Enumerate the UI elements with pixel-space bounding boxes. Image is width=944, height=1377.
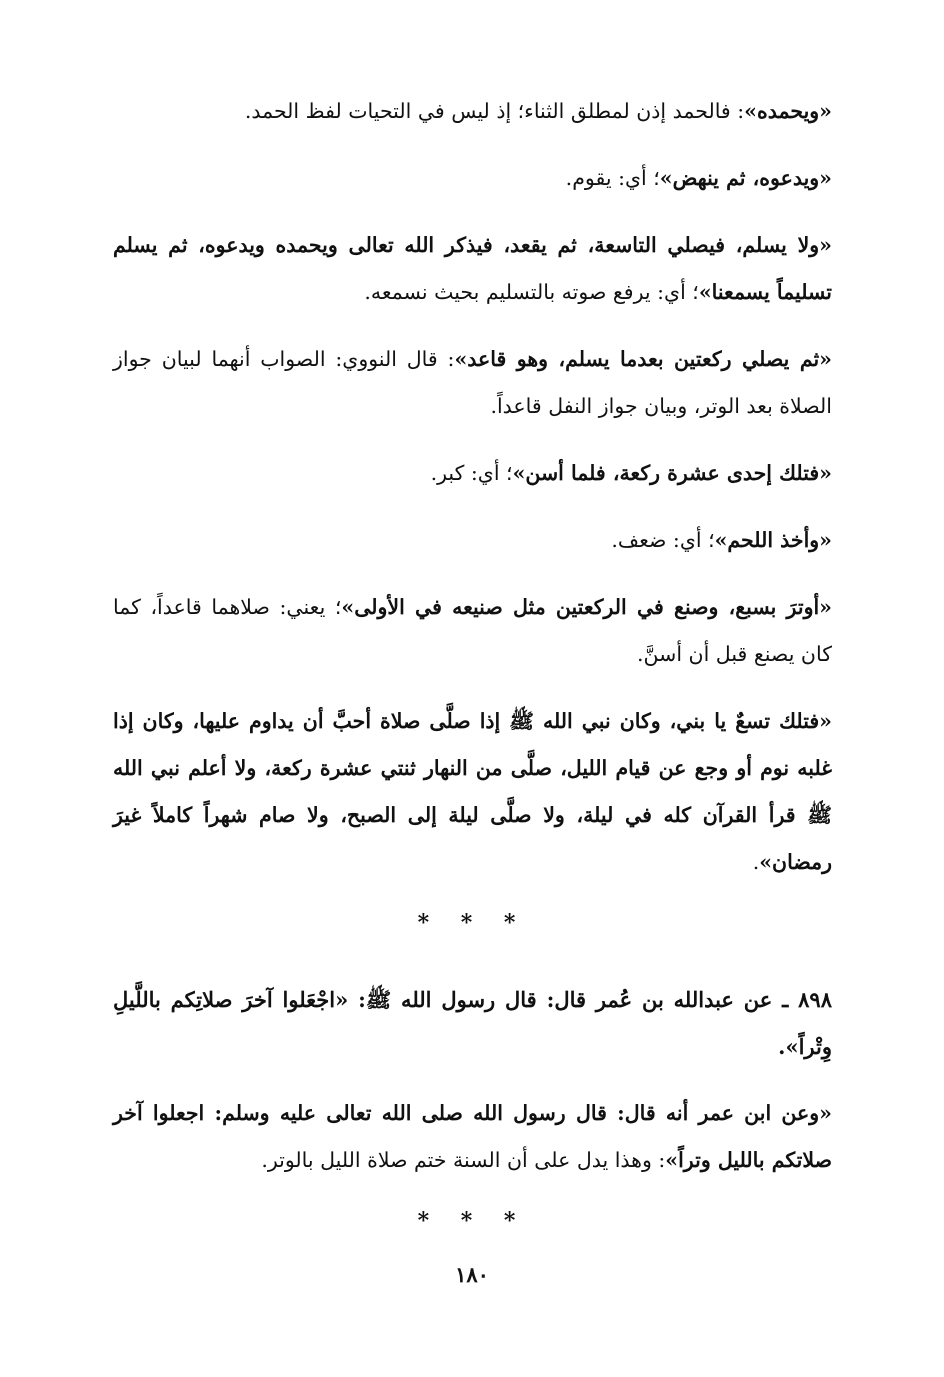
explanation-text: .: [752, 850, 760, 874]
explanation-text: ؛ أي: يقوم.: [565, 166, 660, 190]
quoted-text: «فتلك إحدى عشرة ركعة، فلما أسن»: [512, 461, 832, 485]
commentary-paragraph-1: [113, 88, 832, 135]
commentary-paragraph-4: [113, 336, 832, 430]
commentary-paragraph-3: [113, 222, 832, 316]
quoted-text: «فتلك تسعٌ يا بني، وكان نبي الله ﷺ إذا صلَّى صلاة أحبَّ أن يداوم عليها، وكان إذا غلبه نوم أو وجع عن قيام الليل، صلَّى من النهار ثنتي عشرة ركعة، ولا أعلم نبي الله ﷺ قرأ القرآن كله في ليلة، ولا صلَّى ليلة إلى الصبح، ولا صام شهراً كاملاً غيرَ رمضان»: [113, 709, 832, 874]
commentary-paragraph-8: [113, 698, 832, 886]
explanation-text: ؛ أي: يرفع صوته بالتسليم بحيث نسمعه.: [364, 280, 699, 304]
quoted-text: «وعن ابن عمر أنه قال: قال رسول الله صلى الله تعالى عليه وسلم: اجعلوا آخر صلاتكم بالليل وتراً»: [113, 1101, 832, 1172]
quoted-text: «وأخذ اللحم»: [714, 528, 832, 552]
hadith-commentary: [113, 1090, 832, 1184]
quoted-text: «ويدعوه، ثم ينهض»: [659, 166, 832, 190]
quoted-text: «ولا يسلم، فيصلي التاسعة، ثم يقعد، فيذكر الله تعالى ويحمده ويدعوه، ثم يسلم تسليماً يسمعنا»: [113, 233, 832, 304]
explanation-text: ؛ أي: ضعف.: [611, 528, 715, 552]
commentary-paragraph-2: [113, 155, 832, 202]
explanation-text: : قال النووي: الصواب أنهما لبيان جواز الصلاة بعد الوتر، وبيان جواز النفل قاعداً.: [113, 347, 832, 418]
hadith-898: ٨٩٨ ـ عن عبدالله بن عُمر قال: قال رسول الله ﷺ: «اجْعَلوا آخرَ صلاتِكم باللَّيلِ وِتْراً».: [113, 987, 832, 1059]
quoted-text: «ثم يصلي ركعتين بعدما يسلم، وهو قاعد»: [454, 347, 832, 371]
explanation-text: : وهذا يدل على أن السنة ختم صلاة الليل بالوتر.: [261, 1148, 666, 1172]
explanation-text: : فالحمد إذن لمطلق الثناء؛ إذ ليس في التحيات لفظ الحمد.: [244, 99, 745, 123]
section-divider: * * *: [417, 1208, 528, 1234]
commentary-paragraph-5: [113, 450, 832, 497]
explanation-text: ؛ يعني: صلاهما قاعداً، كما كان يصنع قبل أن أسنَّ.: [113, 595, 832, 666]
quoted-text: «أوترَ بسبع، وصنع في الركعتين مثل صنيعه في الأولى»: [341, 595, 832, 619]
commentary-paragraph-7: [113, 584, 832, 678]
page-number: ١٨٠: [455, 1262, 489, 1287]
explanation-text: ؛ أي: كبر.: [430, 461, 513, 485]
commentary-paragraph-6: [113, 517, 832, 564]
section-divider: * * *: [417, 910, 528, 936]
quoted-text: «ويحمده»: [744, 99, 832, 123]
page-body: [113, 88, 832, 1274]
